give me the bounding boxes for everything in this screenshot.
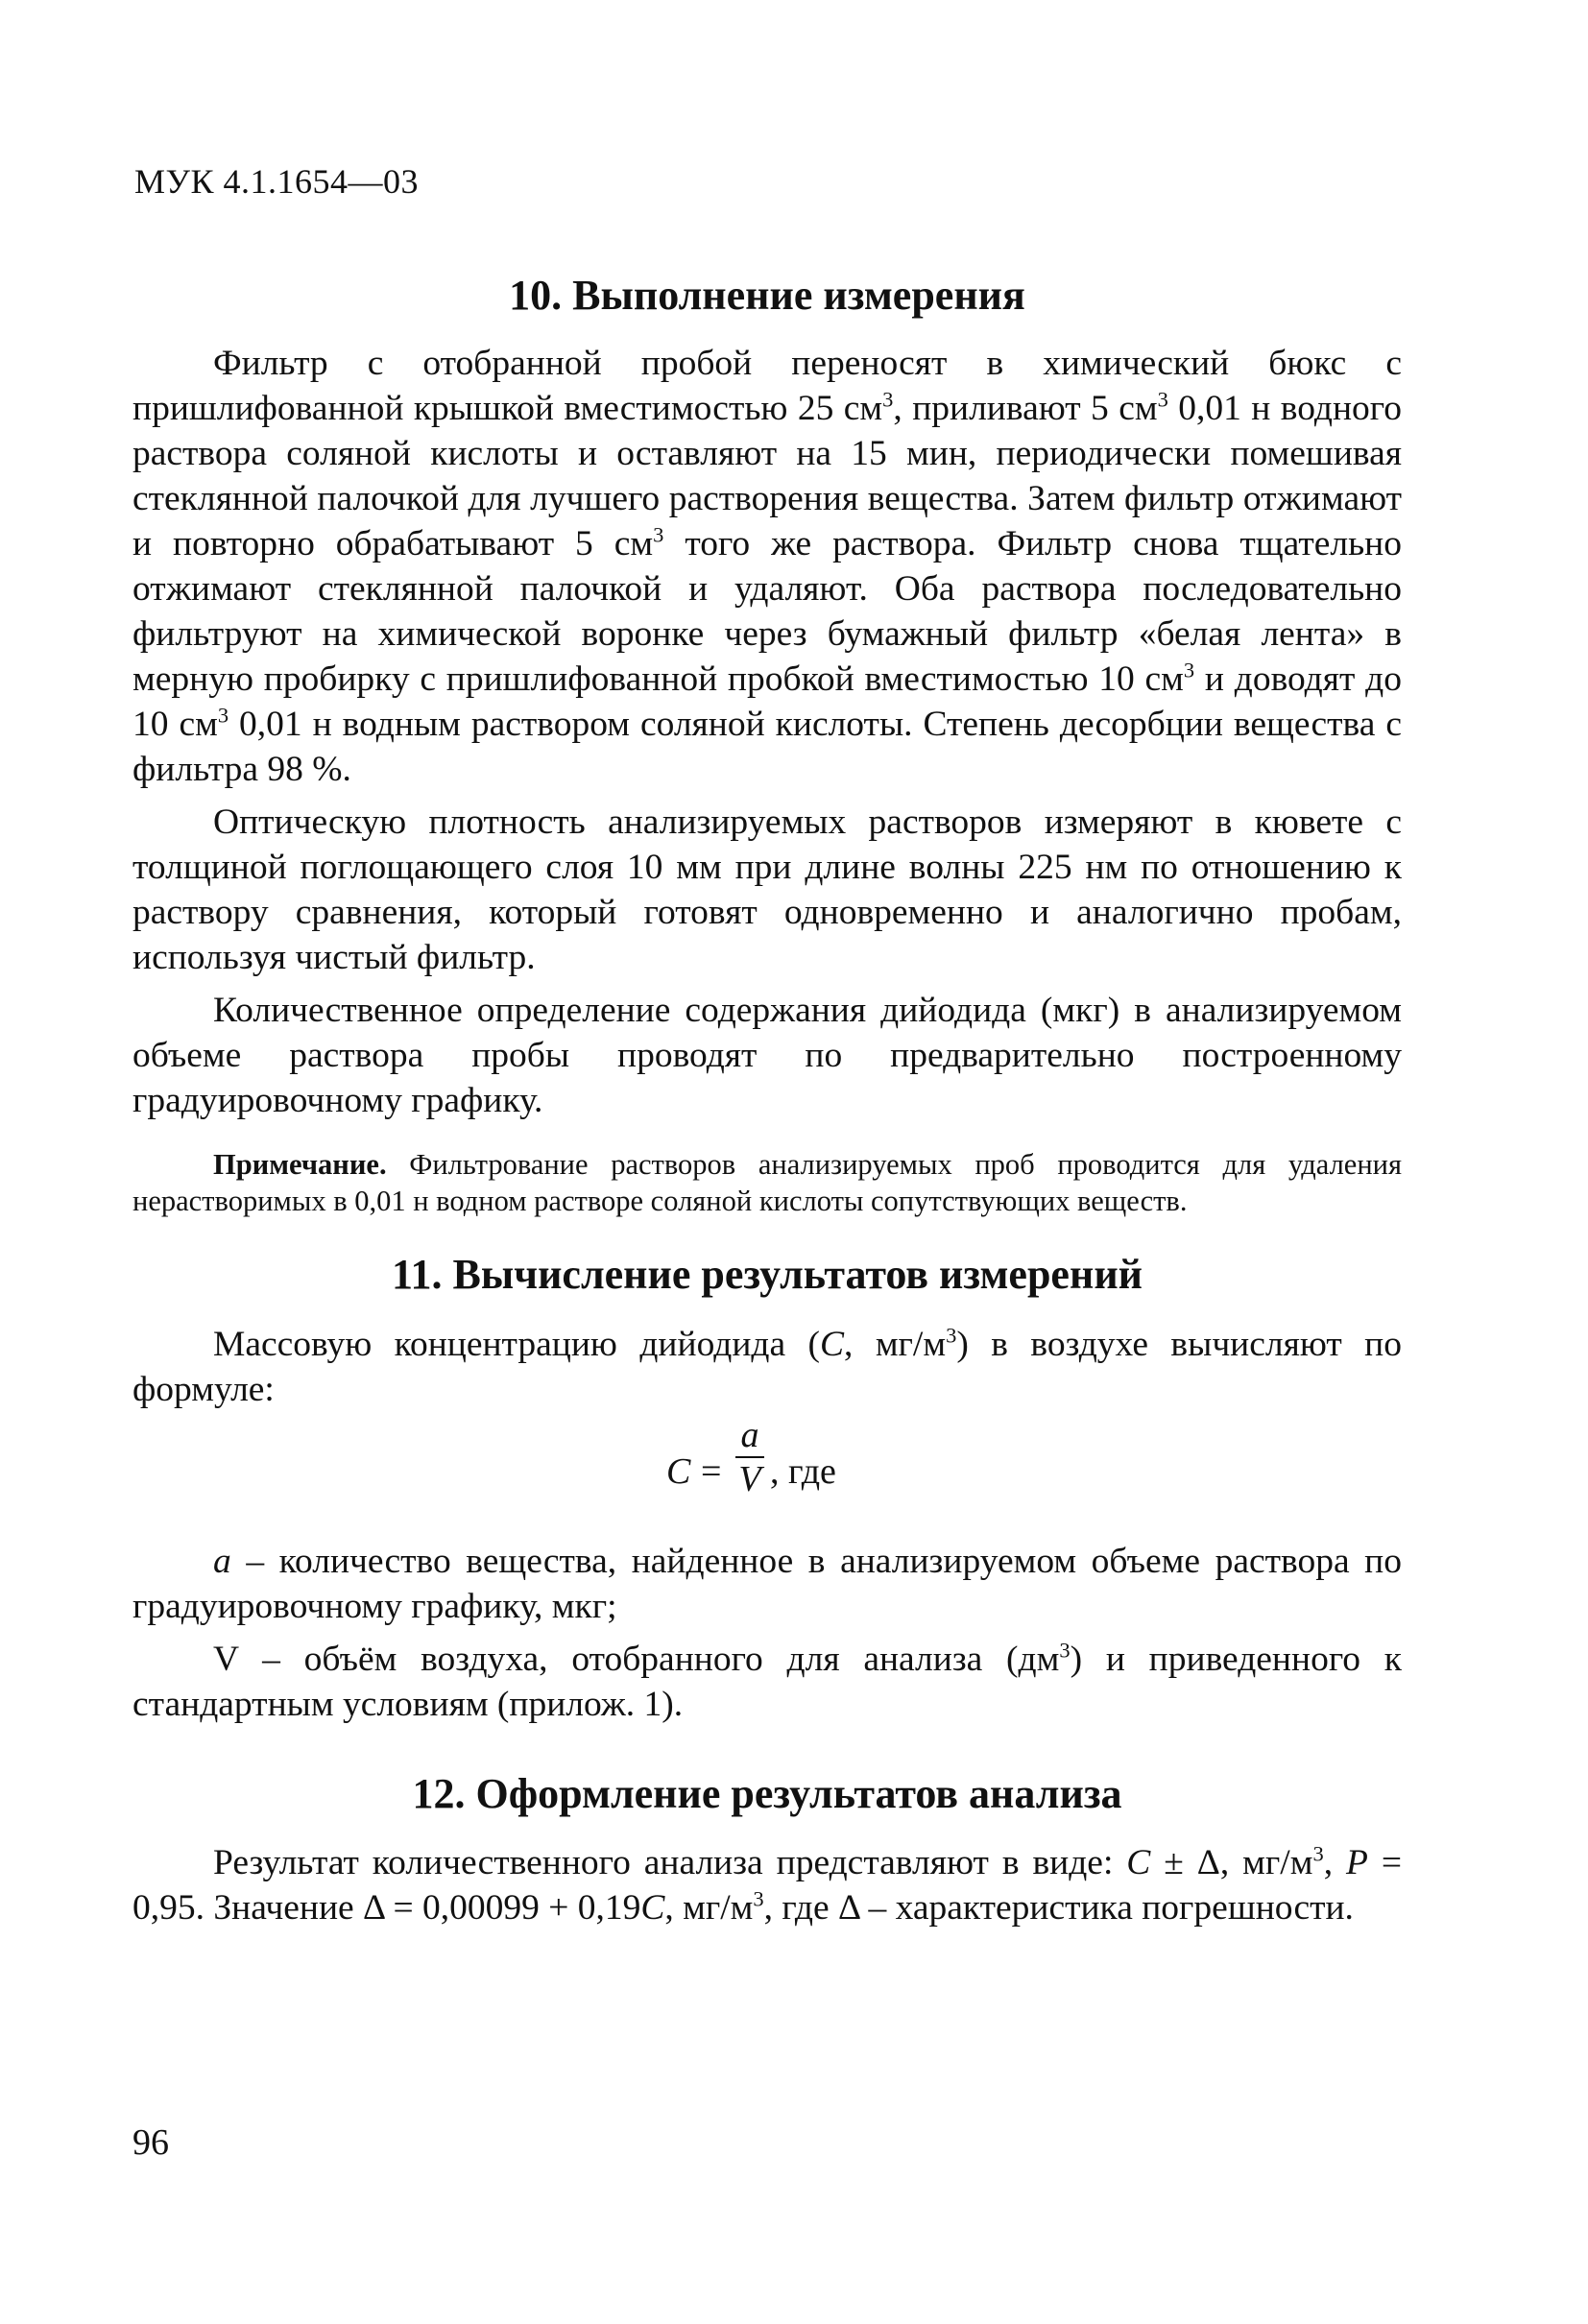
formula-lhs: C	[666, 1450, 691, 1492]
formula-fraction	[735, 1416, 764, 1498]
note-text: Фильтрование растворов анализируемых проб проводится для удаления нерастворимых в 0,01 н водном растворе соляной кислоты сопутствующих веществ.	[132, 1147, 1402, 1217]
formula-denominator: V	[738, 1458, 761, 1499]
section-12-title: 12. Оформление результатов анализа	[412, 1769, 1122, 1817]
section-12-paragraph: Результат количественного анализа представляют в виде: C ± Δ, $мг/м^3$, P = 0,95. Значение Δ = 0,00099 + 0,19C, $мг/м^3$, где Δ – характеристика погрешности.	[132, 1841, 1402, 1929]
section-10-paragraph-3: Количественное определение содержания дийодида (мкг) в анализируемом объеме раствора пробы проводят по предварительно построенному градуировочному графику.	[132, 990, 1402, 1120]
formula-numerator: a	[740, 1414, 759, 1455]
note-label: Примечание.	[213, 1147, 387, 1181]
section-10-paragraph-2: Оптическую плотность анализируемых растворов измеряют в кювете с толщиной поглощающего слоя 10 мм при длине волны 225 нм по отношению к раствору сравнения, который готовят одновременно и аналогично пробам, используя чистый фильтр.	[132, 802, 1402, 977]
page-number: 96	[132, 2122, 169, 2163]
section-11-title: 11. Вычисление результатов измерений	[391, 1250, 1143, 1298]
document-code: МУК 4.1.1654—03	[134, 162, 420, 201]
page-content	[132, 271, 1402, 1930]
definition-v: V – объём воздуха, отобранного для анализа $(дм^3)$ и приведенного к стандартным условиям (прилож. 1).	[132, 1638, 1402, 1724]
formula-equals: =	[701, 1450, 722, 1492]
formula-tail: , где	[770, 1450, 836, 1492]
fraction-bar	[735, 1456, 764, 1458]
note	[132, 1146, 1402, 1219]
definition-a: a – количество вещества, найденное в анализируемом объеме раствора по градуировочному графику, мкг;	[132, 1541, 1402, 1626]
section-10-paragraph-1: Фильтр с отобранной пробой переносят в химический бюкс с пришлифованной крышкой вместимостью 25 $см^3$, приливают 5 $см^3$ 0,01 н водного раствора соляной кислоты и оставляют на 15 мин, периодически помешивая стеклянной палочкой для лучшего растворения вещества. Затем фильтр отжимают и повторно обрабатывают 5 $см^3$ того же раствора. Фильтр снова тщательно отжимают стеклянной палочкой и удаляют. Оба раствора последовательно фильтруют на химической воронке через бумажный фильтр «белая лента» в мерную пробирку с пришлифованной пробкой вместимостью 10 $см^3$ и доводят до 10 $см^3$ 0,01 н водным раствором соляной кислоты. Степень десорбции вещества с фильтра 98 %.	[132, 343, 1402, 789]
section-11-intro: Массовую концентрацию дийодида (C, $мг/м^3$) в воздухе вычисляют по формуле:	[132, 1323, 1402, 1409]
formula	[132, 1416, 1402, 1533]
section-10-title: 10. Выполнение измерения	[509, 272, 1025, 319]
